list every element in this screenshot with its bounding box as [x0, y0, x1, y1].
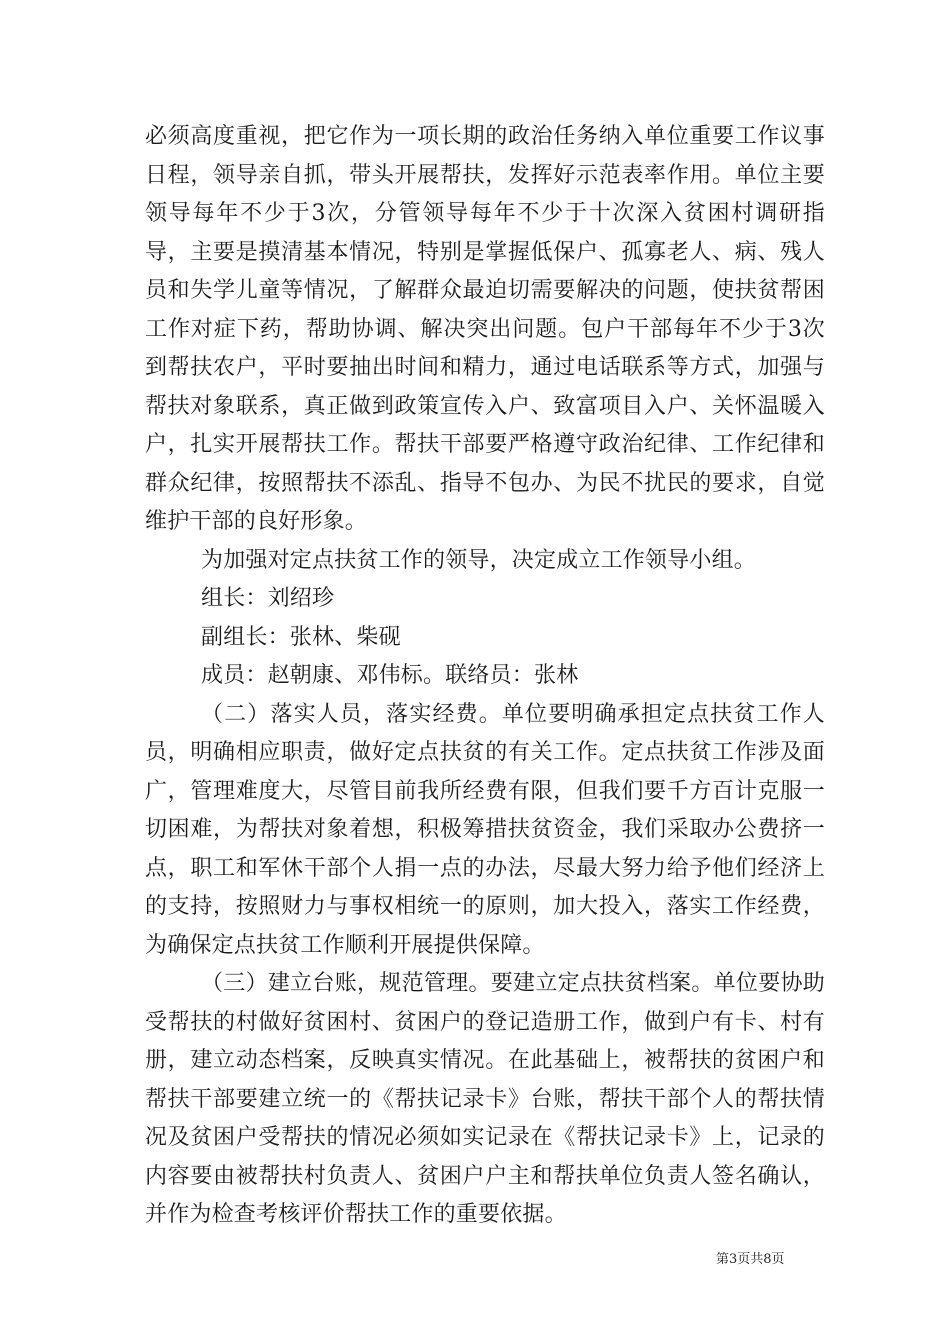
paragraph-group-leader: 组长：刘绍珍	[201, 586, 335, 611]
paragraph-leadership-duties: 必须高度重视，把它作为一项长期的政治任务纳入单位重要工作议事日程，领导亲自抓，带头开展帮扶，发挥好示范表率作用。单位主要领导每年不少于3次，分管领导每年不少于十次深入贫困村调研指导，主要是摸清基本情况，特别是掌握低保户、孤寡老人、病、残人员和失学儿童等情况，了解群众最迫切需要解决的问题，使扶贫帮困工作对症下药，帮助协调、解决突出问题。包户干部每年不少于3次到帮扶农户，平时要抽出时间和精力，通过电话联系等方式，加强与帮扶对象联系，真正做到政策宣传入户、致富项目入户、关怀温暖入户，扎实开展帮扶工作。帮扶干部要严格遵守政治纪律、工作纪律和群众纪律，按照帮扶不添乱、指导不包办、为民不扰民的要求，自觉维护干部的良好形象。	[145, 124, 825, 534]
paragraph-members: 成员：赵朝康、邓伟标。联络员：张林	[201, 663, 579, 688]
paragraph-section-three: （三）建立台账，规范管理。要建立定点扶贫档案。单位要协助受帮扶的村做好贫困村、贫困户的登记造册工作，做到户有卡、村有册，建立动态档案，反映真实情况。在此基础上，被帮扶的贫困户和帮扶干部要建立统一的《帮扶记录卡》台账，帮扶干部个人的帮扶情况及贫困户受帮扶的情况必须如实记录在《帮扶记录卡》上，记录的内容要由被帮扶村负责人、贫困户户主和帮扶单位负责人签名确认，并作为检查考核评价帮扶工作的重要依据。	[145, 971, 825, 1227]
page-number-footer: 第3页共8页	[716, 1252, 785, 1267]
paragraph-section-two: （二）落实人员，落实经费。单位要明确承担定点扶贫工作人员，明确相应职责，做好定点扶贫的有关工作。定点扶贫工作涉及面广，管理难度大，尽管目前我所经费有限，但我们要千方百计克服一切困难，为帮扶对象着想，积极筹措扶贫资金，我们采取办公费挤一点，职工和军休干部个人捐一点的办法，尽最大努力给予他们经济上的支持，按照财力与事权相统一的原则，加大投入，落实工作经费，为确保定点扶贫工作顺利开展提供保障。	[145, 701, 825, 958]
paragraph-deputy-leaders: 副组长：张林、柴砚	[201, 624, 401, 650]
paragraph-leading-group: 为加强对定点扶贫工作的领导，决定成立工作领导小组。	[201, 547, 757, 573]
document-body	[145, 118, 825, 1235]
